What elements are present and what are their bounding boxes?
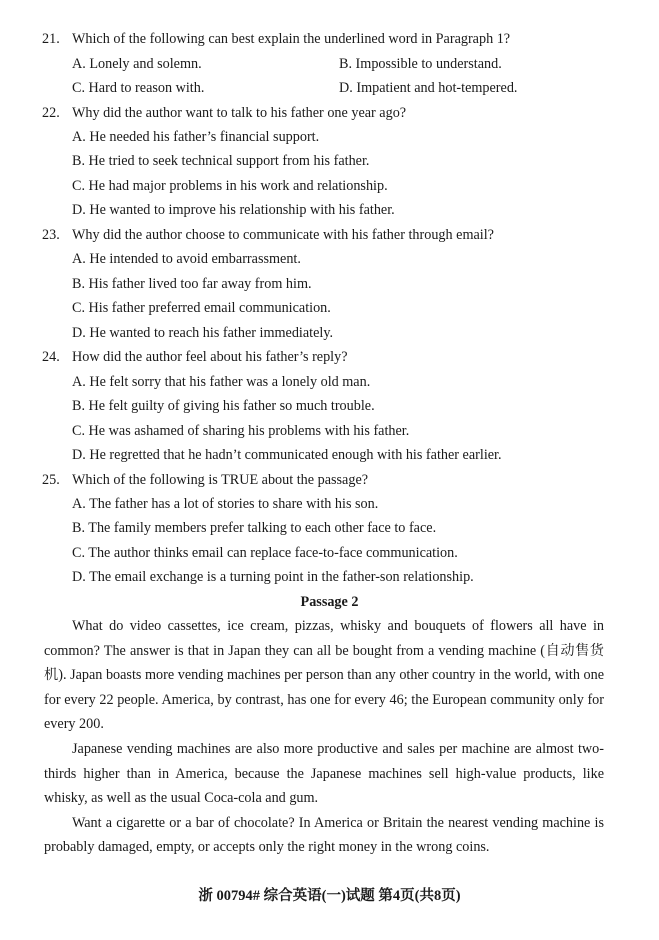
question-text: Which of the following is TRUE about the passage? [72,472,369,488]
question-text: Which of the following can best explain the underlined word in Paragraph 1? [72,31,511,47]
option-21-d: D. Impatient and hot-tempered. [339,80,518,96]
option-22-a: A. He needed his father’s financial support. [72,129,320,145]
option-21-b: B. Impossible to understand. [339,56,502,72]
option-21-a: A. Lonely and solemn. [72,56,202,72]
question-number: 23. [42,227,60,243]
option-25-d: D. The email exchange is a turning point in the father-son relationship. [72,569,474,585]
option-23-c: C. His father preferred email communication. [72,300,331,316]
option-22-d: D. He wanted to improve his relationship with his father. [72,202,395,218]
option-25-b: B. The family members prefer talking to each other face to face. [72,520,437,536]
option-24-d: D. He regretted that he hadn’t communicated enough with his father earlier. [72,447,502,463]
question-number: 22. [42,105,60,121]
option-23-a: A. He intended to avoid embarrassment. [72,251,301,267]
option-22-b: B. He tried to seek technical support from his father. [72,153,370,169]
question-21 [42,31,510,48]
option-24-b: B. He felt guilty of giving his father so much trouble. [72,398,375,414]
question-text: Why did the author choose to communicate with his father through email? [72,227,494,243]
option-25-c: C. The author thinks email can replace face-to-face communication. [72,545,458,561]
option-24-c: C. He was ashamed of sharing his problems with his father. [72,423,410,439]
question-24 [42,349,348,366]
option-23-d: D. He wanted to reach his father immediately. [72,325,334,341]
question-23 [42,227,494,244]
question-number: 21. [42,31,60,47]
option-21-c: C. Hard to reason with. [72,80,205,96]
option-22-c: C. He had major problems in his work and relationship. [72,178,388,194]
question-22 [42,105,406,122]
passage-body [44,614,604,860]
passage-paragraph-2: Japanese vending machines are also more productive and sales per machine are almost two-thirds higher than in America, because the Japanese machines sell high-value products, like whisky, as well as the usual Coca-cola and gum. [44,740,604,807]
option-24-a: A. He felt sorry that his father was a lonely old man. [72,374,371,390]
question-25 [42,472,368,489]
question-text: How did the author feel about his father’s reply? [72,349,348,365]
question-text: Why did the author want to talk to his father one year ago? [72,105,407,121]
passage-paragraph-3: Want a cigarette or a bar of chocolate? In America or Britain the nearest vending machine is probably damaged, empty, or accepts only the right money in the wrong coins. [44,814,604,856]
question-number: 24. [42,349,60,365]
page-footer: 浙 00794# 综合英语(一)试题 第4页(共8页) [198,888,461,904]
question-number: 25. [42,472,60,488]
option-23-b: B. His father lived too far away from him. [72,276,312,292]
option-25-a: A. The father has a lot of stories to share with his son. [72,496,379,512]
passage-title: Passage 2 [300,594,359,610]
passage-paragraph-1: What do video cassettes, ice cream, pizzas, whisky and bouquets of flowers all have in common? The answer is that in Japan they can all be bought from a vending machine (自动售货机). Japan boasts more vending machines per person than any other country in the world, with one for every 22 people. America, by contrast, has one for every 46; the European community only for every 200. [44,618,604,733]
